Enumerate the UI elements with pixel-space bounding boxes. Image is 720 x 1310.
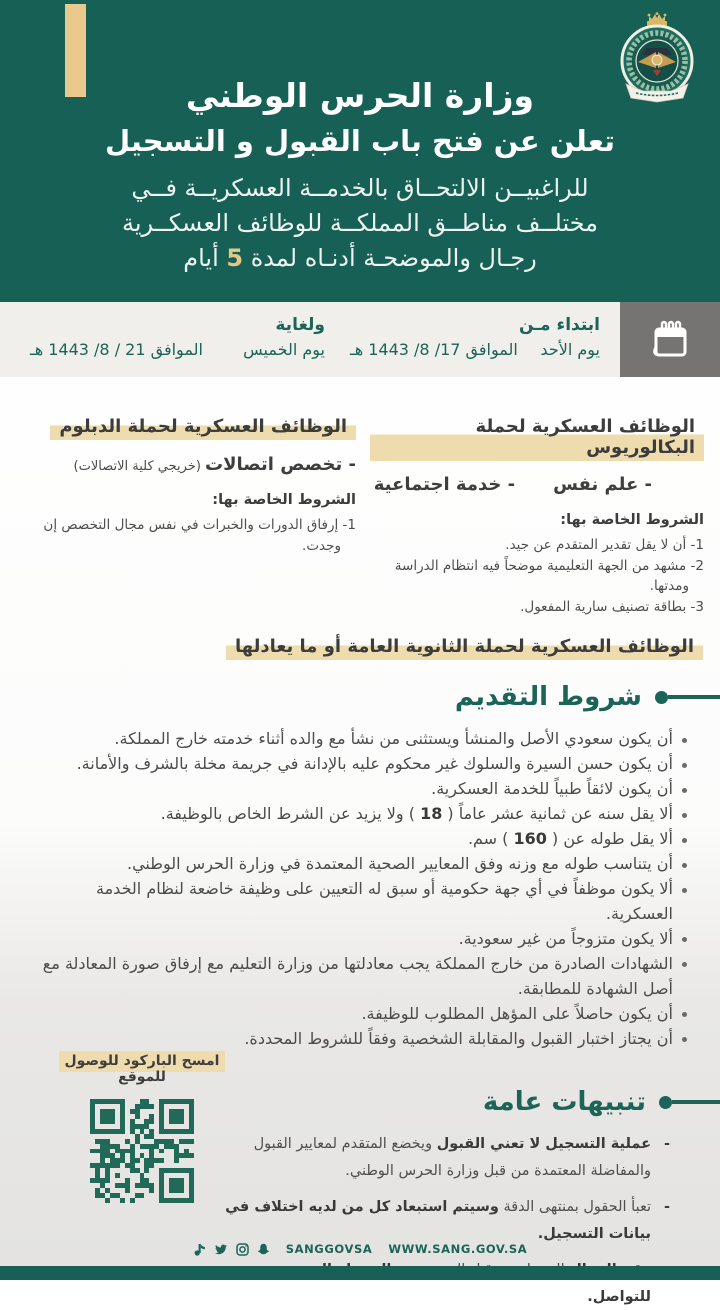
notice-item: - للتواصل. (225, 1257, 670, 1310)
requirement-item: أن يكون حسن السيرة والسلوك غير محكوم عليه بالإدانة في جريمة مخلة بالشرف والأمانة. (40, 752, 690, 777)
requirement-item: أن يكون حاصلاً على المؤهل المطلوب للوظيفة. (40, 1002, 690, 1027)
end-label: ولغاية (275, 315, 325, 335)
qr-label (36, 1053, 248, 1085)
notices-list (225, 1131, 670, 1310)
requirement-item: أن يتناسب طوله مع وزنه وفق المعايير الصحية المعتمدة في وزارة الحرس الوطني. (40, 852, 690, 877)
heading-dot (659, 1096, 672, 1109)
qr-code (90, 1099, 194, 1203)
requirement-item: أن يجتاز اختبار القبول والمقابلة الشخصية وفقاً للشروط المحددة. (40, 1027, 690, 1052)
bachelor-conditions-label: الشروط الخاصة بها: (560, 512, 704, 528)
instagram-icon (236, 1243, 249, 1256)
subtitle-line-2: مختلــف مناطــق المملكــة للوظائف العسكــرية (121, 209, 599, 237)
qr-section (36, 1053, 248, 1203)
start-date-group (350, 315, 600, 359)
end-date-row (30, 340, 325, 359)
date-bar (0, 302, 720, 377)
subtitle-line-1: للراغبيــن الالتحــاق بالخدمــة العسكريــة فــي (131, 174, 589, 202)
end-date-group (30, 315, 325, 359)
diploma-section-title: الوظائف العسكرية لحملة الدبلوم (50, 415, 356, 440)
heading-line (668, 695, 720, 699)
footer (0, 1242, 720, 1256)
requirement-item: ألا يقل سنه عن ثمانية عشر عاماً ( 18 ) ولا يزيد عن الشرط الخاص بالوظيفة. (40, 802, 690, 827)
announcement-title: تعلن عن فتح باب القبول و التسجيل (104, 124, 616, 158)
end-day: يوم الخميس (243, 340, 325, 359)
diploma-conditions-list (22, 515, 356, 556)
requirements-list (40, 727, 690, 1051)
diploma-major (22, 454, 356, 475)
major-item: - علم نفس (553, 474, 652, 495)
notice-item: - عملية التسجيل لا تعني القبول ويخضع المتقدم لمعايير القبول والمفاضلة المعتمدة من قبل وزارة الحرس الوطني. (225, 1131, 670, 1185)
subtitle-line-3 (0, 241, 720, 276)
calendar-box (620, 302, 720, 377)
bachelor-section-title: الوظائف العسكرية لحملة البكالوريوس (370, 415, 704, 461)
requirement-item: أن يكون سعودي الأصل والمنشأ ويستثنى من نشأ مع والده أثناء خدمته خارج المملكة. (40, 727, 690, 752)
announcement-subtitle (0, 171, 720, 276)
accent-bar (65, 4, 86, 97)
social-icons (193, 1243, 270, 1256)
diploma-major-name: - تخصص اتصالات (205, 454, 356, 475)
header (0, 0, 720, 302)
bachelor-majors-list (370, 474, 704, 495)
start-day: يوم الأحد (540, 340, 600, 359)
requirement-item: ألا يقل طوله عن ( 160 ) سم. (40, 827, 690, 852)
notices-title: تنبيهات عامة (482, 1087, 646, 1118)
end-date: الموافق 21 / 8/ 1443 هـ (30, 340, 203, 359)
diploma-conditions-label: الشروط الخاصة بها: (212, 492, 356, 508)
tiktok-icon (193, 1243, 206, 1256)
bachelor-conditions-list (370, 535, 704, 617)
content (0, 377, 720, 1305)
requirement-item: ألا يكون متزوجاً من غير سعودية. (40, 927, 690, 952)
apply-conditions-title: شروط التقديم (454, 682, 642, 713)
website-url: WWW.SANG.GOV.SA (388, 1242, 528, 1256)
twitter-icon (214, 1243, 228, 1256)
highschool-strip (17, 635, 703, 660)
duration-number: 5 (226, 244, 244, 272)
qr-label-highlight: امسح الباركود للوصول (59, 1051, 226, 1072)
ministry-title: وزارة الحرس الوطني (185, 76, 535, 115)
bachelor-section (370, 415, 704, 617)
national-guard-emblem-icon (618, 12, 696, 104)
qr-label-rest: للموقع (118, 1069, 166, 1085)
diploma-section (16, 415, 370, 617)
requirement-item: الشهادات الصادرة من خارج المملكة يجب معادلتها من وزارة التعليم مع إرفاق صورة المعادلة مع أصل الشهادة للمطابقة. (40, 952, 690, 1002)
highschool-section-title: الوظائف العسكرية لحملة الثانوية العامة أو ما يعادلها (226, 635, 703, 660)
heading-line (672, 1100, 720, 1104)
degree-columns (0, 377, 720, 617)
calendar-icon (647, 317, 693, 363)
condition-item: 3- بطاقة تصنيف سارية المفعول. (520, 598, 704, 615)
start-label: ابتداء مـن (518, 315, 600, 335)
condition-item: 2- مشهد من الجهة التعليمية موضحاً فيه انتظام الدراسة ومدتها. (394, 557, 704, 595)
start-date-row (350, 340, 600, 359)
notice-item: - تعبأ الحقول بمنتهى الدقة وسيتم استبعاد كل من لديه اختلاف في بيانات التسجيل. (225, 1194, 670, 1248)
start-date: الموافق 17/ 8/ 1443 هـ (350, 340, 518, 359)
snapchat-icon (257, 1243, 270, 1256)
major-item: - خدمة اجتماعية (373, 474, 516, 495)
condition-item: 1- أن لا يقل تقدير المتقدم عن جيد. (505, 537, 704, 553)
requirement-item: أن يكون لائقاً طبياً للخدمة العسكرية. (40, 777, 690, 802)
subtitle-line-3-text: رجـال والموضحـة أدنـاه لمدة (243, 244, 537, 272)
duration-suffix: أيام (183, 244, 227, 272)
condition-item: 1- إرفاق الدورات والخبرات في نفس مجال التخصص إن وجدت. (43, 517, 356, 554)
heading-dot (655, 691, 668, 704)
social-handle: SANGGOVSA (285, 1242, 373, 1256)
bottom-bar (0, 1266, 720, 1280)
apply-conditions-heading (0, 682, 720, 712)
requirement-item: ألا يكون موظفاً في أي جهة حكومية أو سبق له التعيين على وظيفة خاضعة لنظام الخدمة العسكرية. (40, 877, 690, 927)
diploma-major-note: (خريجي كلية الاتصالات) (73, 459, 206, 474)
notices-wrap (225, 1131, 670, 1310)
